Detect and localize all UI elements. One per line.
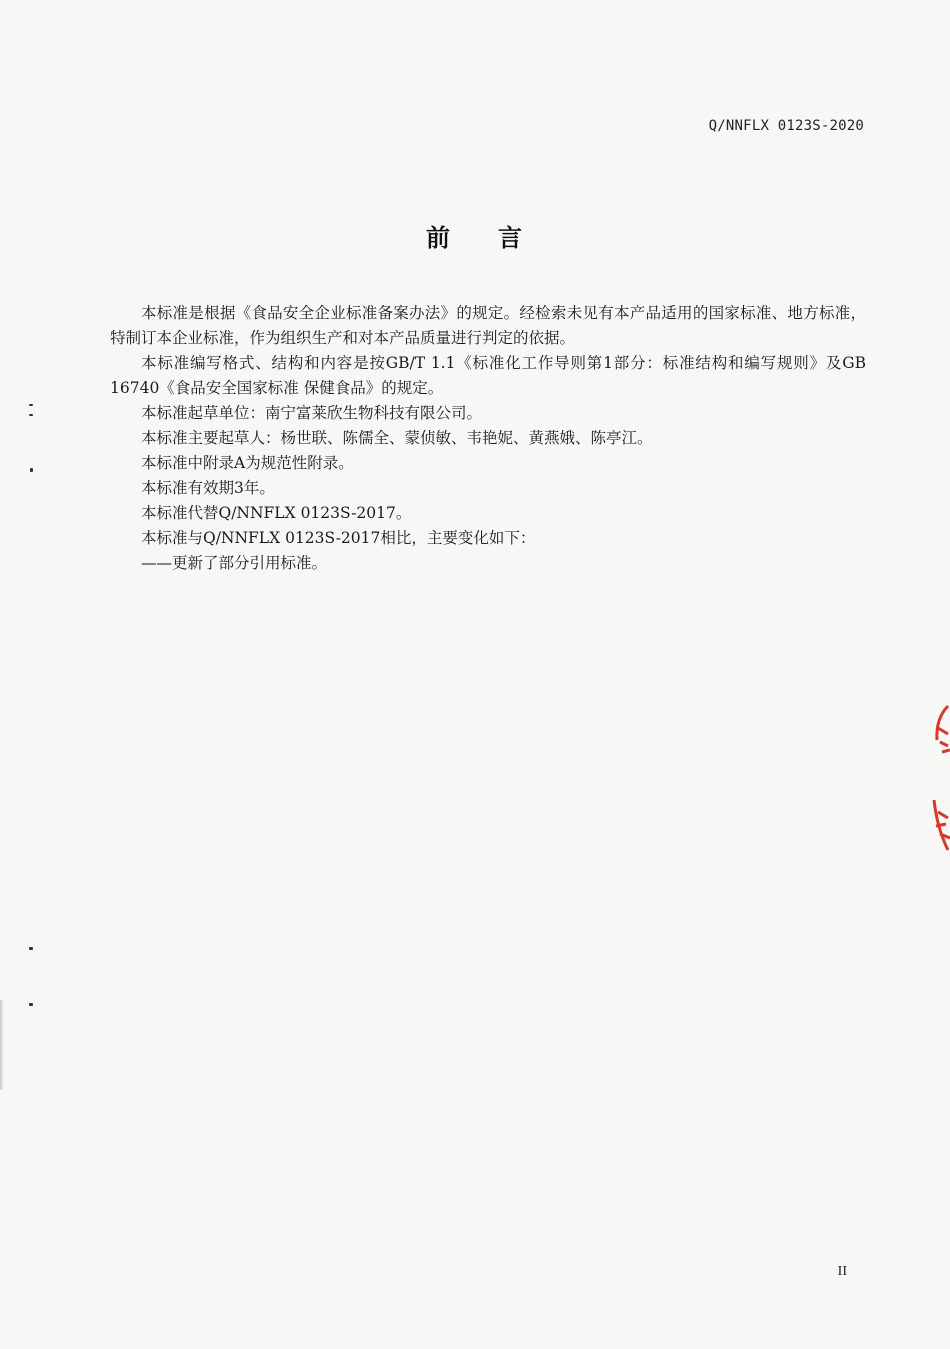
foreword-body [110, 301, 866, 576]
paragraph-format: 本标准编写格式、结构和内容是按GB/T 1.1《标准化工作导则第1部分：标准结构和编写规则》及GB 16740《食品安全国家标准 保健食品》的规定。 [110, 354, 866, 397]
paragraph-drafters: 本标准主要起草人：杨世联、陈儒全、蒙侦敏、韦艳妮、黄燕娥、陈亭江。 [141, 429, 653, 447]
page-number: II [837, 1264, 847, 1279]
paragraph-change-item: ——更新了部分引用标准。 [141, 554, 328, 572]
page-title [0, 218, 950, 253]
scan-speck [29, 1003, 33, 1006]
paragraph-changes-intro: 本标准与Q/NNFLX 0123S-2017相比，主要变化如下： [141, 529, 536, 547]
paragraph-validity: 本标准有效期3年。 [141, 479, 275, 497]
scan-speck [30, 468, 33, 472]
title-char-2: 言 [498, 224, 524, 252]
paragraph-replaces: 本标准代替Q/NNFLX 0123S-2017。 [141, 504, 412, 522]
scan-speck [29, 947, 33, 950]
scan-speck [29, 414, 33, 416]
paragraph-basis: 本标准是根据《食品安全企业标准备案办法》的规定。经检索未见有本产品适用的国家标准、地方标准，特制订本企业标准，作为组织生产和对本产品质量进行判定的依据。 [110, 304, 866, 347]
paragraph-appendix: 本标准中附录A为规范性附录。 [141, 454, 354, 472]
red-seal-fragment [928, 700, 950, 870]
title-char-1: 前 [426, 224, 452, 252]
standard-number: Q/NNFLX 0123S-2020 [708, 118, 864, 134]
scan-edge-shadow [0, 1000, 4, 1090]
paragraph-drafting-unit: 本标准起草单位：南宁富莱欣生物科技有限公司。 [141, 404, 483, 422]
scan-speck [29, 404, 33, 406]
